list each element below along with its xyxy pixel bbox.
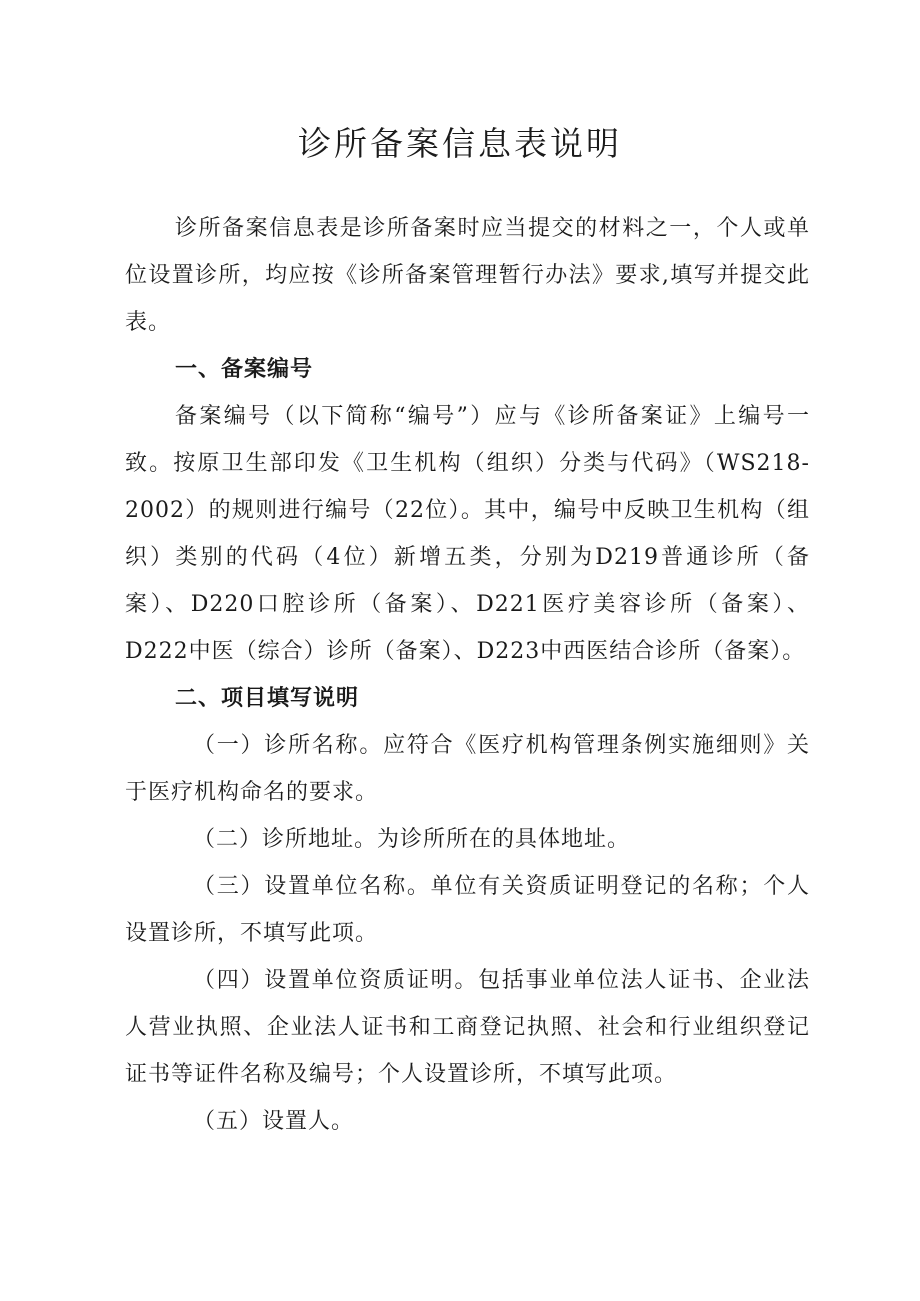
section-heading-fill-instructions: 二、项目填写说明 <box>175 686 360 711</box>
item-unit-qualification: （四）设置单位资质证明。包括事业单位法人证书、企业法人营业执照、企业法人证书和工商登记执照、社会和行业组织登记证书等证件名称及编号；个人设置诊所，不填写此项。 <box>125 968 810 1087</box>
item-unit-name: （三）设置单位名称。单位有关资质证明登记的名称；个人设置诊所，不填写此项。 <box>125 874 810 946</box>
document-body <box>125 205 810 1145</box>
intro-paragraph: 诊所备案信息表是诊所备案时应当提交的材料之一，个人或单位设置诊所，均应按《诊所备案管理暂行办法》要求,填写并提交此表。 <box>125 216 810 335</box>
page-title: 诊所备案信息表说明 <box>298 124 622 163</box>
item-clinic-address: （二）诊所地址。为诊所所在的具体地址。 <box>193 827 631 852</box>
filing-number-paragraph: 备案编号（以下简称“编号”）应与《诊所备案证》上编号一致。按原卫生部印发《卫生机构（组织）分类与代码》（WS218-2002）的规则进行编号（22位）。其中，编号中反映卫生机构（组织）类别的代码（4位）新增五类，分别为D219普通诊所（备案）、D220口腔诊所（备案）、D221医疗美容诊所（备案）、D222中医（综合）诊所（备案）、D223中西医结合诊所（备案）。 <box>125 404 810 664</box>
section-heading-filing-number: 一、备案编号 <box>175 357 314 382</box>
item-clinic-name: （一）诊所名称。应符合《医疗机构管理条例实施细则》关于医疗机构命名的要求。 <box>125 733 810 805</box>
item-founder: （五）设置人。 <box>193 1109 355 1134</box>
